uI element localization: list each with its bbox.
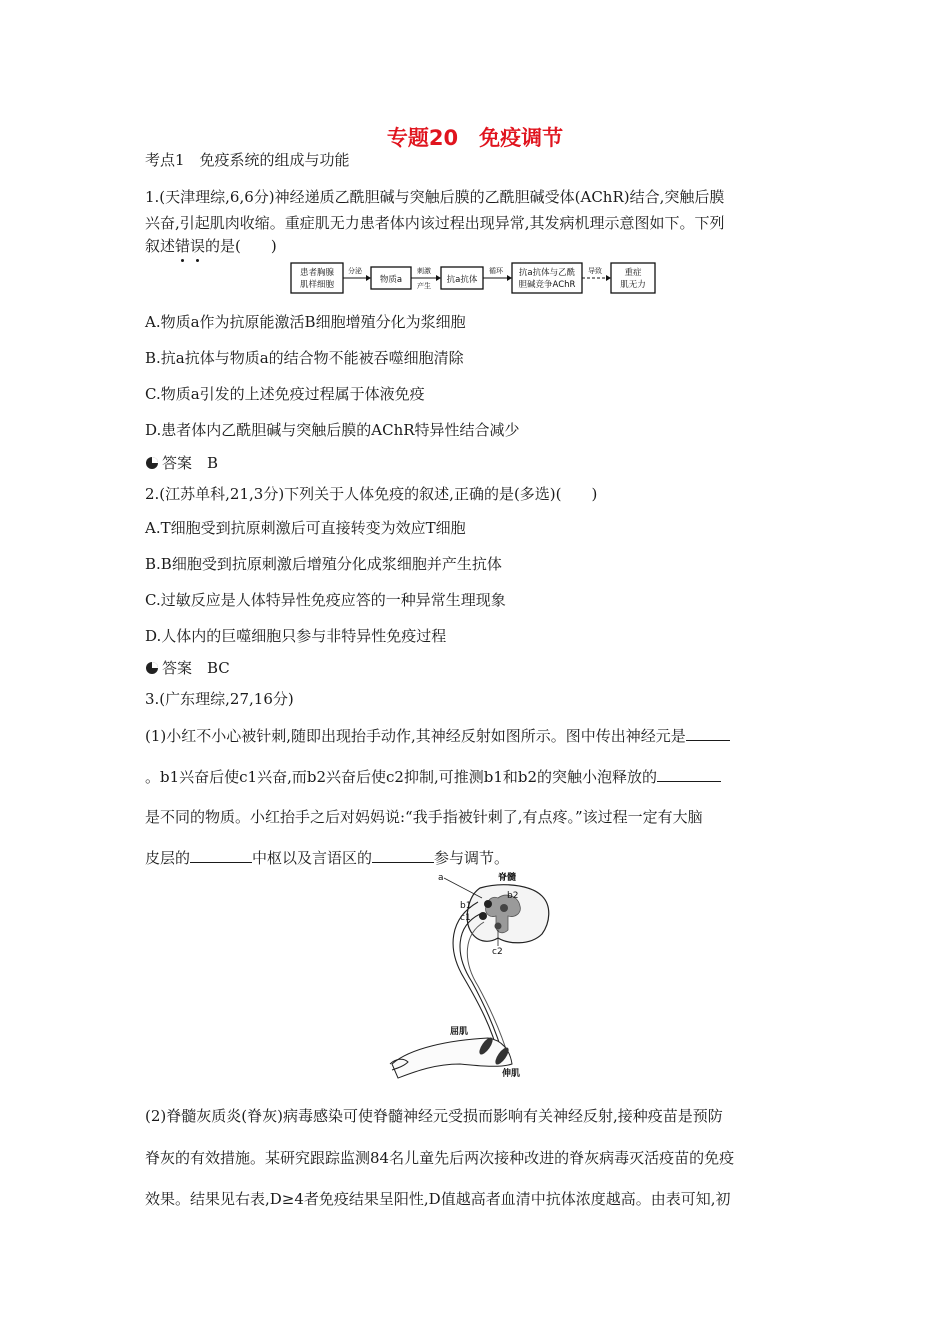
q3-text: 皮层的: [145, 849, 191, 867]
answer-text: 答案 BC: [162, 659, 230, 677]
q1-option-b: B.抗a抗体与物质a的结合物不能被吞噬细胞清除: [145, 349, 464, 367]
q1-stem-line2: 兴奋,引起肌肉收缩。重症肌无力患者体内该过程出现异常,其发病机理示意图如下。下列: [145, 214, 725, 232]
q3-stem: 3.(广东理综,27,16分): [145, 690, 294, 708]
arm-icon: [392, 1038, 512, 1078]
q2-answer: [145, 658, 230, 678]
flow-arrow-label: 分泌: [348, 267, 362, 275]
flow-box-text: 重症: [624, 268, 642, 278]
label-extensor: 伸肌: [502, 1069, 521, 1079]
answer-blank[interactable]: [686, 725, 730, 741]
q2-option-a: A.T细胞受到抗原刺激后可直接转变为效应T细胞: [145, 519, 466, 537]
flow-arrow-label: 导致: [588, 267, 602, 275]
q3-text: 。b1兴奋后使c1兴奋,而b2兴奋后使c2抑制,可推测b1和b2的突触小泡释放的: [145, 768, 658, 786]
flow-arrow-label: 循环: [489, 267, 503, 275]
q2-option-d: D.人体内的巨噬细胞只参与非特异性免疫过程: [145, 627, 447, 645]
neuron-b2-icon: [500, 904, 508, 912]
flow-arrow-head: [436, 275, 441, 281]
flow-arrow-label: 刺激: [417, 267, 431, 275]
answer-blank[interactable]: [657, 766, 721, 782]
q3-p1-line3: 是不同的物质。小红抬手之后对妈妈说:“我手指被针刺了,有点疼。”该过程一定有大脑: [145, 808, 703, 826]
q1-stem-text: 的是( ): [205, 237, 277, 255]
q3-text: 中枢以及言语区的: [252, 849, 373, 867]
q1-option-a: A.物质a作为抗原能激活B细胞增殖分化为浆细胞: [145, 313, 466, 331]
emphasis-char: 错: [175, 237, 191, 255]
label-a-pointer: [444, 878, 482, 898]
label-flexor: 屈肌: [450, 1027, 469, 1037]
label-b2: b2: [507, 891, 519, 901]
flow-box-text: 物质a: [379, 275, 403, 285]
flow-box-text: 抗a抗体: [446, 275, 478, 285]
label-c1: c1: [460, 913, 471, 923]
emphasis-char: 误: [190, 237, 206, 255]
q1-answer: [145, 453, 218, 473]
answer-blank[interactable]: [190, 847, 252, 863]
label-spine: 脊髓: [498, 873, 517, 883]
q3-p1-line4: [145, 847, 509, 868]
flow-arrow-head: [606, 275, 611, 281]
label-c2: c2: [492, 947, 503, 957]
flow-box-text: 胆碱竞争AChR: [518, 280, 576, 290]
pathogenesis-flow-diagram: [290, 260, 660, 296]
q3-p2-line3: 效果。结果见右表,D≥4者免疫结果呈阳性,D值越高者血清中抗体浓度越高。由表可知,初: [145, 1190, 731, 1208]
reflex-arc-figure: [380, 868, 580, 1088]
q3-text: 参与调节。: [434, 849, 510, 867]
q1-option-c: C.物质a引发的上述免疫过程属于体液免疫: [145, 385, 425, 403]
neuron-c2-icon: [495, 923, 502, 930]
page-title: 专题20 免疫调节: [386, 126, 564, 150]
q3-p2-line2: 脊灰的有效措施。某研究跟踪监测84名儿童先后两次接种改进的脊灰病毒灭活疫苗的免疫: [145, 1149, 735, 1167]
q3-p1-line1: [145, 725, 730, 746]
flow-arrow-label: 产生: [417, 282, 431, 290]
q3-p2-line1: (2)脊髓灰质炎(脊灰)病毒感染可使脊髓神经元受损而影响有关神经反射,接种疫苗是预防: [145, 1107, 723, 1125]
flow-box-text: 抗a抗体与乙酰: [518, 268, 576, 278]
q1-stem-line1: 1.(天津理综,6,6分)神经递质乙酰胆碱与突触后膜的乙酰胆碱受体(AChR)结合,突触后膜: [145, 188, 725, 206]
flow-box-text: 肌无力: [620, 280, 646, 290]
answer-text: 答案 B: [162, 454, 219, 472]
flow-box-text: 患者胸腺: [299, 268, 335, 278]
flow-arrow-head: [366, 275, 371, 281]
label-a: a: [438, 873, 444, 883]
q1-stem-text: 叙述: [145, 237, 176, 255]
flow-box-text: 肌样细胞: [299, 280, 335, 290]
neuron-c1-icon: [479, 912, 487, 920]
answer-blank[interactable]: [372, 847, 434, 863]
q3-p1-line2: [145, 766, 721, 787]
q2-option-b: B.B细胞受到抗原刺激后增殖分化成浆细胞并产生抗体: [145, 555, 502, 573]
q1-option-d: D.患者体内乙酰胆碱与突触后膜的AChR特异性结合减少: [145, 421, 520, 439]
q1-stem-line3: [145, 236, 277, 256]
q2-option-c: C.过敏反应是人体特异性免疫应答的一种异常生理现象: [145, 591, 506, 609]
q3-text: (1)小红不小心被针刺,随即出现抬手动作,其神经反射如图所示。图中传出神经元是: [145, 727, 686, 745]
flow-arrow-head: [507, 275, 512, 281]
answer-icon: [145, 456, 159, 470]
section-heading: 考点1 免疫系统的组成与功能: [145, 151, 350, 169]
label-b1: b1: [460, 901, 472, 911]
answer-icon: [145, 661, 159, 675]
q2-stem: 2.(江苏单科,21,3分)下列关于人体免疫的叙述,正确的是(多选)( ): [145, 485, 598, 503]
neuron-b1-icon: [484, 900, 492, 908]
